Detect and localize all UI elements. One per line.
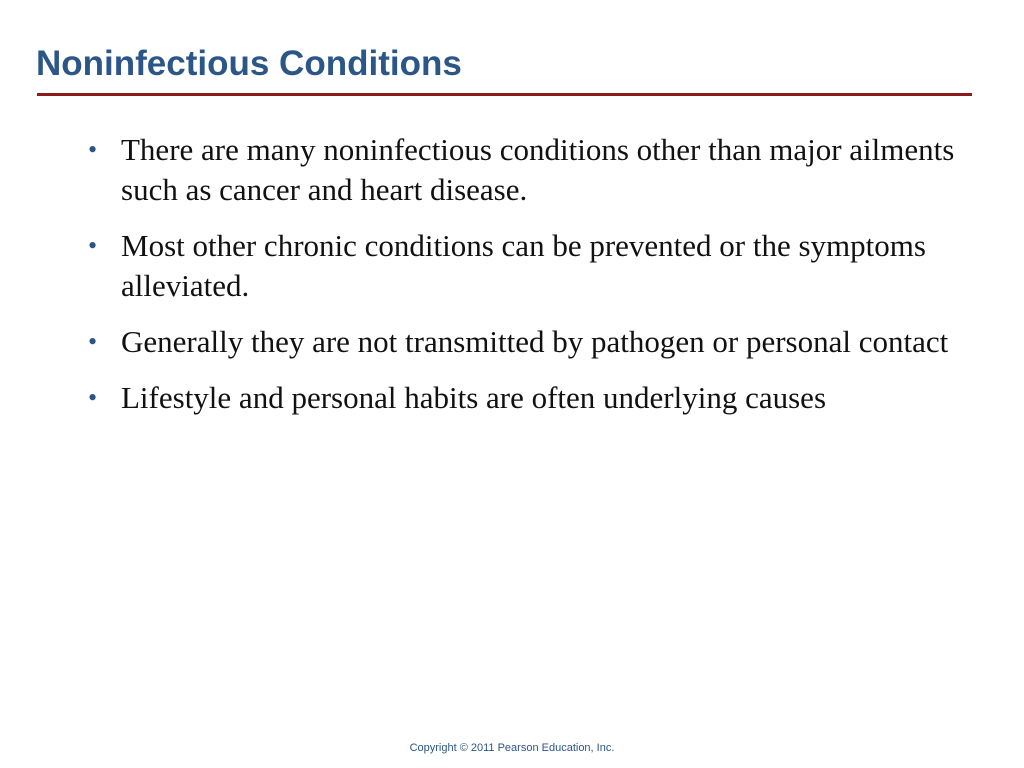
bullet-item xyxy=(86,226,986,306)
bullet-text: Generally they are not transmitted by pathogen or personal contact xyxy=(121,324,949,359)
copyright-footer: Copyright © 2011 Pearson Education, Inc. xyxy=(409,742,615,754)
bullet-text: There are many noninfectious conditions other than major ailments such as cancer and heart disease. xyxy=(121,132,955,207)
bullet-icon: • xyxy=(88,383,98,412)
bullet-text: Most other chronic conditions can be prevented or the symptoms alleviated. xyxy=(121,228,926,303)
slide-title: Noninfectious Conditions xyxy=(36,44,462,83)
bullet-item xyxy=(86,378,986,418)
bullet-text: Lifestyle and personal habits are often underlying causes xyxy=(121,380,827,415)
bullet-icon: • xyxy=(88,327,98,356)
bullet-item xyxy=(86,322,986,362)
bullet-icon: • xyxy=(88,231,98,260)
title-divider xyxy=(37,93,972,96)
bullet-item xyxy=(86,130,986,210)
bullet-icon: • xyxy=(88,135,98,164)
bullet-list xyxy=(86,130,986,434)
